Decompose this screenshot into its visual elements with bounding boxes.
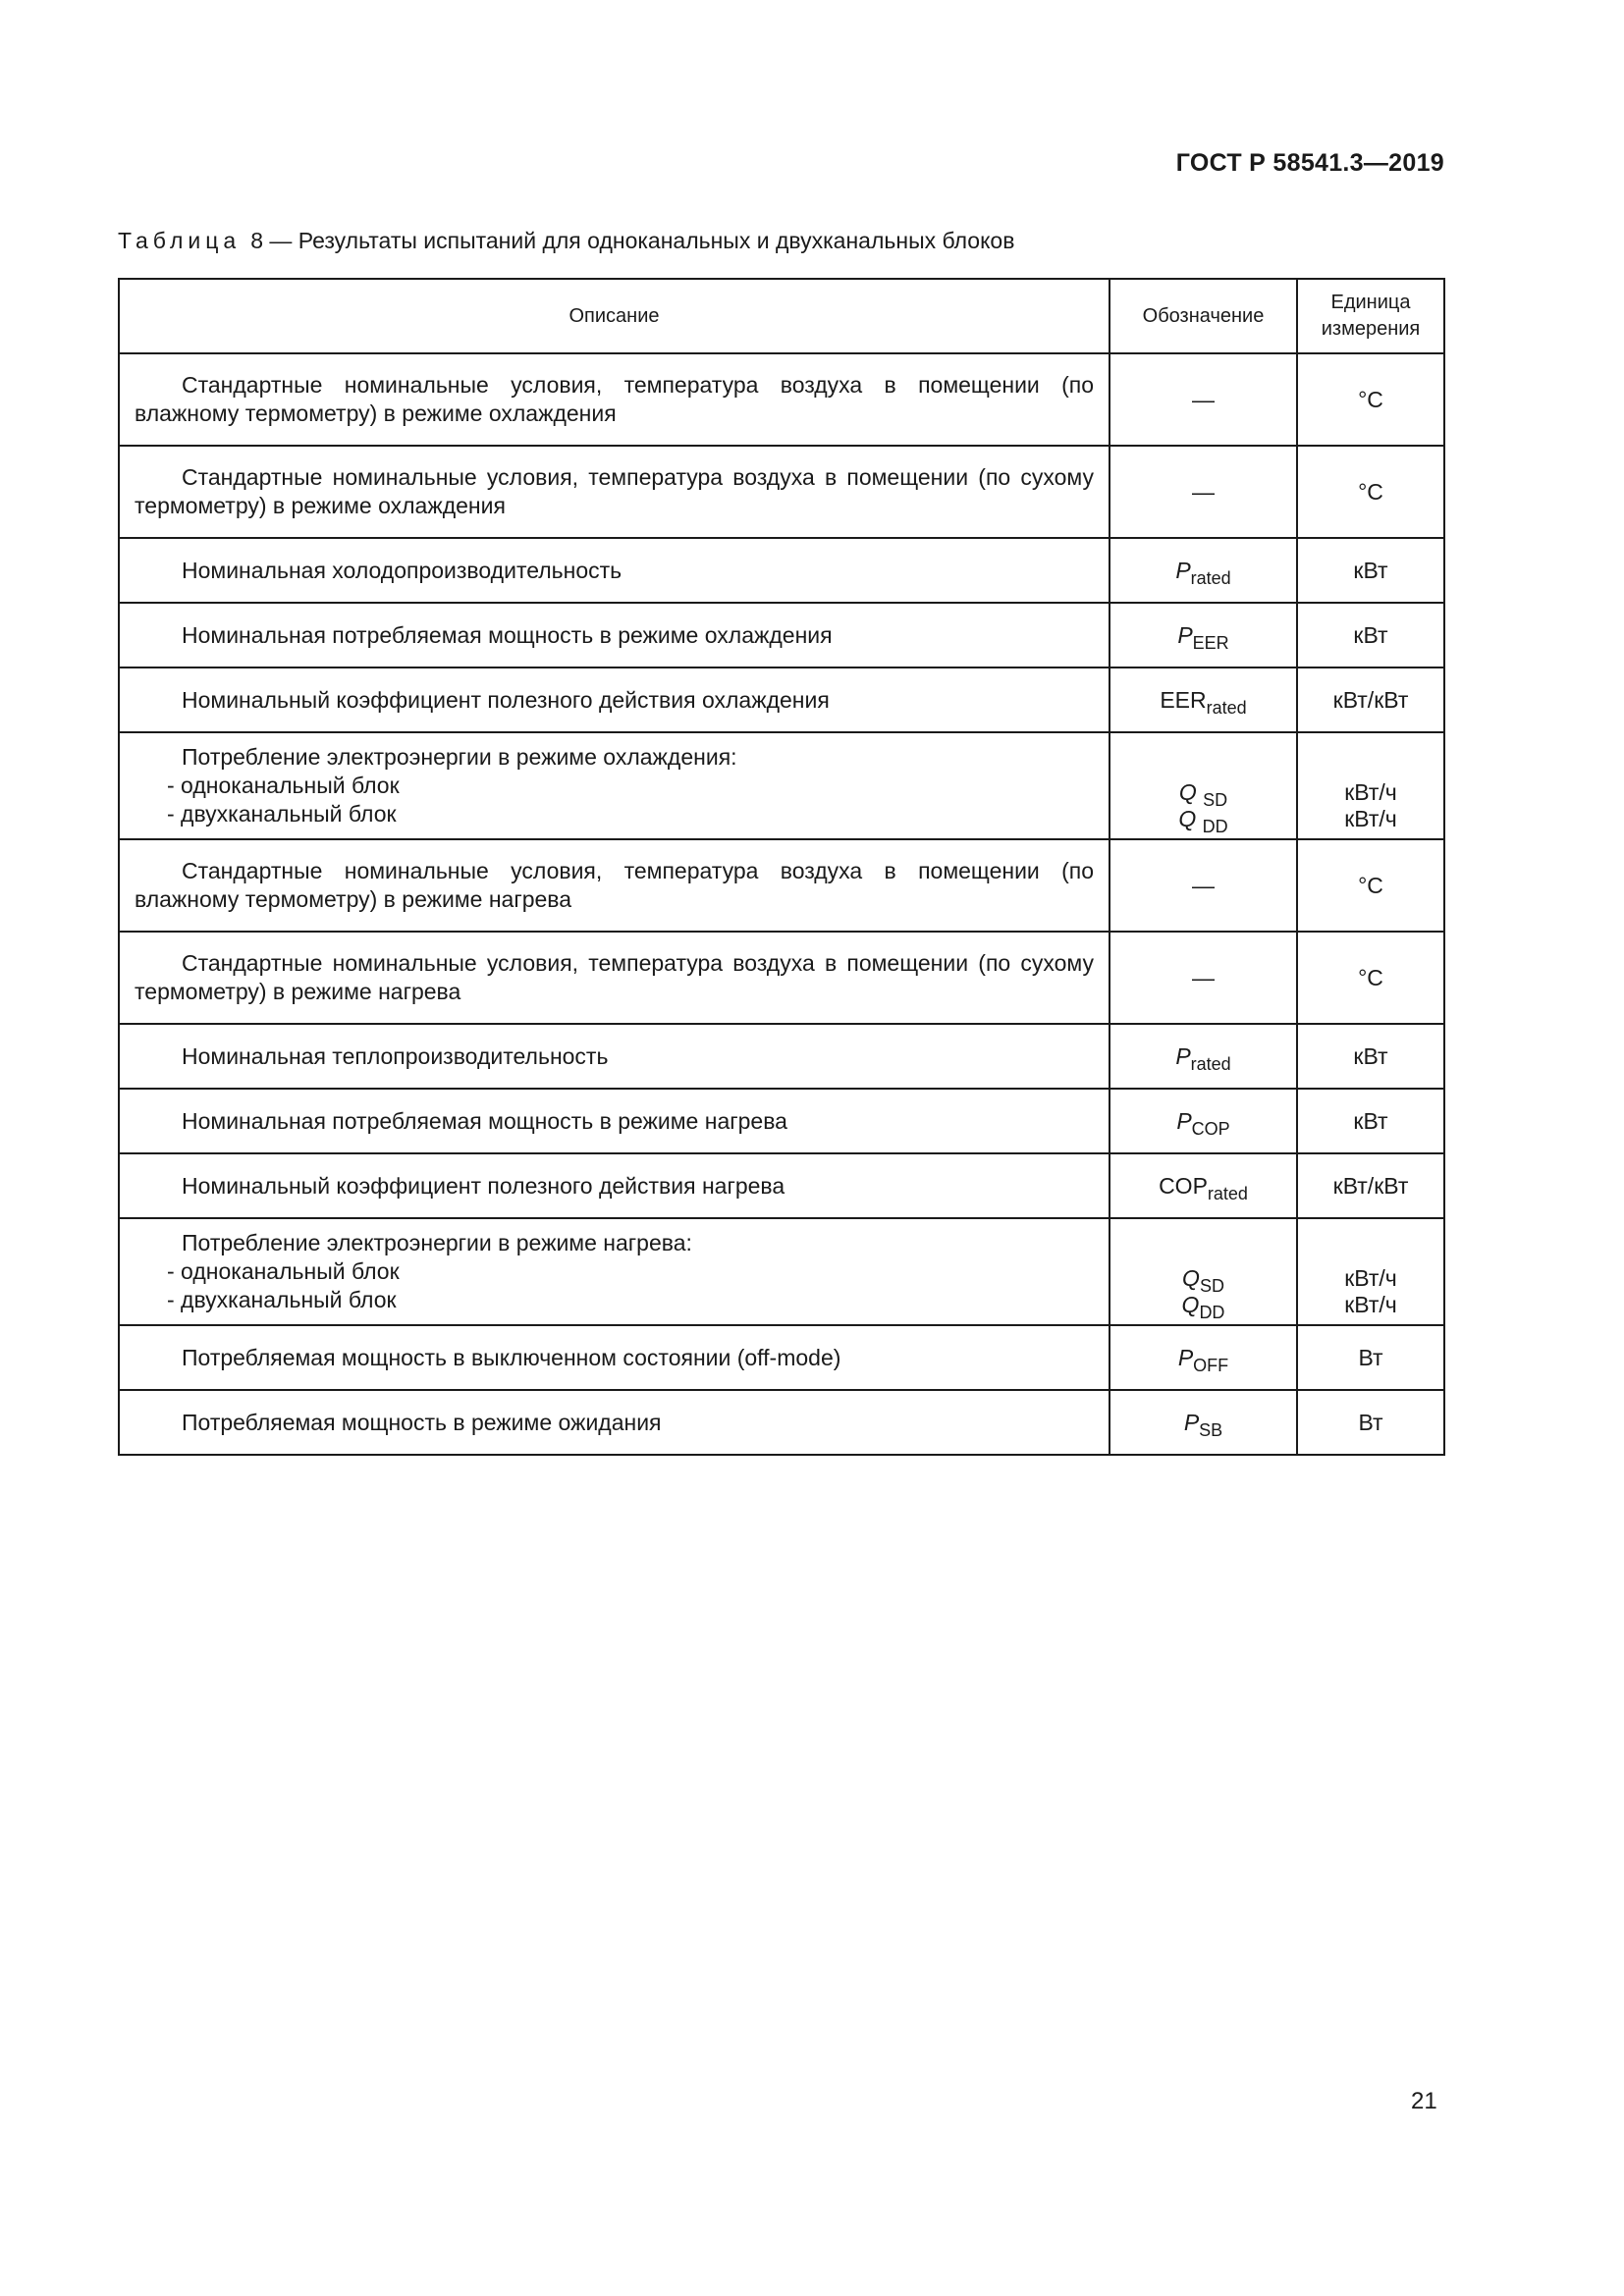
table-row: [119, 1390, 1444, 1455]
row-symbol: $P_{OFF}$: [1110, 1325, 1297, 1390]
row-description-title: Потребление электроэнергии в режиме нагрева:: [182, 1230, 692, 1255]
row-symbol: —: [1110, 932, 1297, 1024]
row-description: Номинальная теплопроизводительность: [119, 1024, 1110, 1089]
row-symbol: —: [1110, 353, 1297, 446]
row-unit: кВт/кВт: [1297, 1153, 1444, 1218]
table-row: [119, 667, 1444, 732]
column-header-description: Описание: [119, 279, 1110, 353]
table-header-row: [119, 279, 1444, 353]
table-caption-label: Таблица: [118, 228, 242, 253]
row-description: Номинальная холодопроизводительность: [119, 538, 1110, 603]
column-header-symbol: Обозначение: [1110, 279, 1297, 353]
row-unit: кВт: [1297, 1089, 1444, 1153]
row-unit: кВт/ч кВт/ч: [1297, 1218, 1444, 1325]
table-row: [119, 1024, 1444, 1089]
row-description: [119, 1218, 1110, 1325]
table-caption-text: 8 — Результаты испытаний для одноканальных и двухканальных блоков: [250, 228, 1015, 253]
row-unit: °C: [1297, 446, 1444, 538]
row-description: Номинальная потребляемая мощность в режиме охлаждения: [119, 603, 1110, 667]
table-row: [119, 1153, 1444, 1218]
row-description: Стандартные номинальные условия, температура воздуха в помещении (по сухому термометру) в режиме охлаждения: [119, 446, 1110, 538]
results-table: [118, 278, 1445, 1456]
table-row: [119, 446, 1444, 538]
page-number: 21: [1411, 2088, 1437, 2114]
row-description: Потребляемая мощность в выключенном состоянии (off-mode): [119, 1325, 1110, 1390]
table-row: [119, 732, 1444, 839]
row-unit: кВт/кВт: [1297, 667, 1444, 732]
row-unit: °C: [1297, 353, 1444, 446]
row-description: Номинальный коэффициент полезного действия охлаждения: [119, 667, 1110, 732]
table-row: [119, 839, 1444, 932]
row-symbol: Q $_{SD}$ Q $_{DD}$: [1110, 732, 1297, 839]
table-row: [119, 603, 1444, 667]
row-unit: Вт: [1297, 1325, 1444, 1390]
row-symbol: $P_{rated}$: [1110, 1024, 1297, 1089]
table-row: [119, 1218, 1444, 1325]
row-description-title: Потребление электроэнергии в режиме охлаждения:: [182, 744, 737, 770]
table-row: [119, 538, 1444, 603]
row-unit: Вт: [1297, 1390, 1444, 1455]
row-description-line: - двухканальный блок: [167, 801, 397, 827]
row-unit: кВт: [1297, 1024, 1444, 1089]
row-unit: °C: [1297, 839, 1444, 932]
table-row: [119, 353, 1444, 446]
row-description: Стандартные номинальные условия, температура воздуха в помещении (по сухому термометру) в режиме нагрева: [119, 932, 1110, 1024]
row-description: [119, 732, 1110, 839]
row-unit: кВт: [1297, 538, 1444, 603]
row-description: Стандартные номинальные условия, температура воздуха в помещении (по влажному термометру) в режиме нагрева: [119, 839, 1110, 932]
row-description: Стандартные номинальные условия, температура воздуха в помещении (по влажному термометру) в режиме охлаждения: [119, 353, 1110, 446]
table-row: [119, 1089, 1444, 1153]
row-symbol: $Q_{SD}$ $Q_{DD}$: [1110, 1218, 1297, 1325]
row-symbol: $P_{COP}$: [1110, 1089, 1297, 1153]
document-code: ГОСТ Р 58541.3—2019: [1175, 149, 1444, 177]
row-symbol: $EER_{rated}$: [1110, 667, 1297, 732]
row-unit: °C: [1297, 932, 1444, 1024]
row-unit: кВт: [1297, 603, 1444, 667]
table-row: [119, 932, 1444, 1024]
row-symbol: —: [1110, 446, 1297, 538]
row-symbol: $P_{rated}$: [1110, 538, 1297, 603]
column-header-unit-line2: измерения: [1321, 318, 1421, 340]
row-description: Номинальная потребляемая мощность в режиме нагрева: [119, 1089, 1110, 1153]
table-row: [119, 1325, 1444, 1390]
column-header-unit: [1297, 279, 1444, 353]
row-description: Потребляемая мощность в режиме ожидания: [119, 1390, 1110, 1455]
table-caption: [118, 228, 1014, 254]
row-symbol: $COP_{rated}$: [1110, 1153, 1297, 1218]
row-description: Номинальный коэффициент полезного действия нагрева: [119, 1153, 1110, 1218]
row-unit: кВт/ч кВт/ч: [1297, 732, 1444, 839]
row-symbol: $P_{SB}$: [1110, 1390, 1297, 1455]
row-description-line: - двухканальный блок: [167, 1287, 397, 1312]
row-description-line: - одноканальный блок: [167, 773, 400, 798]
row-symbol: $P_{EER}$: [1110, 603, 1297, 667]
column-header-unit-line1: Единица: [1330, 292, 1411, 313]
row-symbol: —: [1110, 839, 1297, 932]
row-description-line: - одноканальный блок: [167, 1258, 400, 1284]
